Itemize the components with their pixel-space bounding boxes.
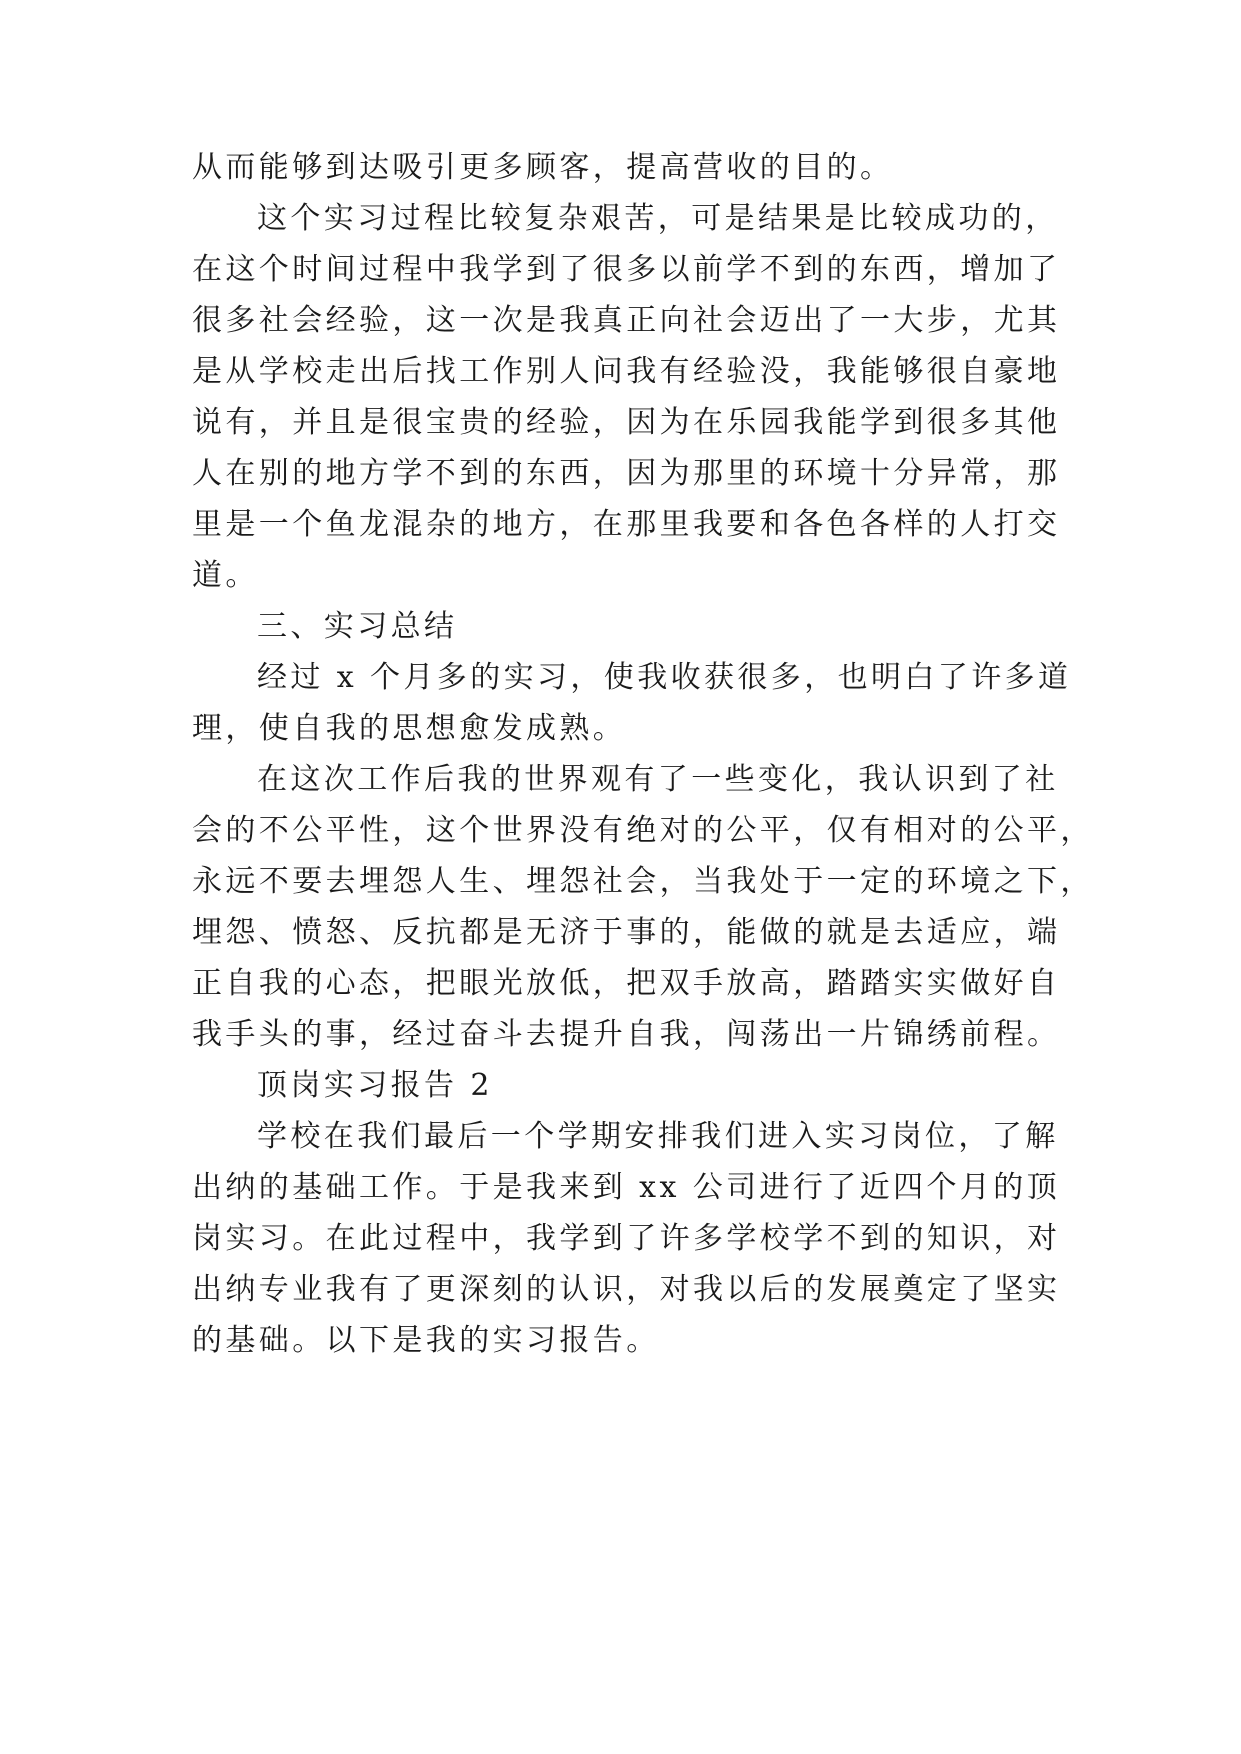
text-line: 说有，并且是很宝贵的经验，因为在乐园我能学到很多其他 [192, 405, 1061, 440]
text-line: 是从学校走出后找工作别人问我有经验没，我能够很自豪地 [192, 354, 1061, 389]
text-line: 道。 [192, 558, 259, 593]
text-line: 岗实习。在此过程中，我学到了许多学校学不到的知识，对 [192, 1221, 1061, 1256]
text-line: 从而能够到达吸引更多顾客，提高营收的目的。 [192, 150, 894, 185]
text-line: 很多社会经验，这一次是我真正向社会迈出了一大步，尤其 [192, 303, 1061, 338]
paragraph-first-line: 学校在我们最后一个学期安排我们进入实习岗位，了解 [257, 1119, 1059, 1154]
text-line: 永远不要去埋怨人生、埋怨社会，当我处于一定的环境之下， [192, 864, 1094, 899]
paragraph-first-line: 在这次工作后我的世界观有了一些变化，我认识到了社 [257, 762, 1059, 797]
report-heading: 顶岗实习报告 2 [257, 1068, 493, 1103]
section-heading: 三、实习总结 [257, 609, 458, 644]
paragraph-first-line: 这个实习过程比较复杂艰苦，可是结果是比较成功的， [257, 201, 1059, 236]
text-line: 的基础。以下是我的实习报告。 [192, 1323, 660, 1358]
text-line: 正自我的心态，把眼光放低，把双手放高，踏踏实实做好自 [192, 966, 1061, 1001]
text-line: 出纳专业我有了更深刻的认识，对我以后的发展奠定了坚实 [192, 1272, 1061, 1307]
text-line: 我手头的事，经过奋斗去提升自我，闯荡出一片锦绣前程。 [192, 1017, 1061, 1052]
text-line: 出纳的基础工作。于是我来到 xx 公司进行了近四个月的顶 [192, 1170, 1061, 1205]
text-line: 会的不公平性，这个世界没有绝对的公平，仅有相对的公平， [192, 813, 1094, 848]
text-line: 人在别的地方学不到的东西，因为那里的环境十分异常，那 [192, 456, 1061, 491]
text-line: 理，使自我的思想愈发成熟。 [192, 711, 627, 746]
text-line: 里是一个鱼龙混杂的地方，在那里我要和各色各样的人打交 [192, 507, 1061, 542]
text-line: 埋怨、愤怒、反抗都是无济于事的，能做的就是去适应，端 [192, 915, 1061, 950]
paragraph-first-line: 经过 x 个月多的实习，使我收获很多，也明白了许多道 [257, 660, 1072, 695]
text-line: 在这个时间过程中我学到了很多以前学不到的东西，增加了 [192, 252, 1061, 287]
